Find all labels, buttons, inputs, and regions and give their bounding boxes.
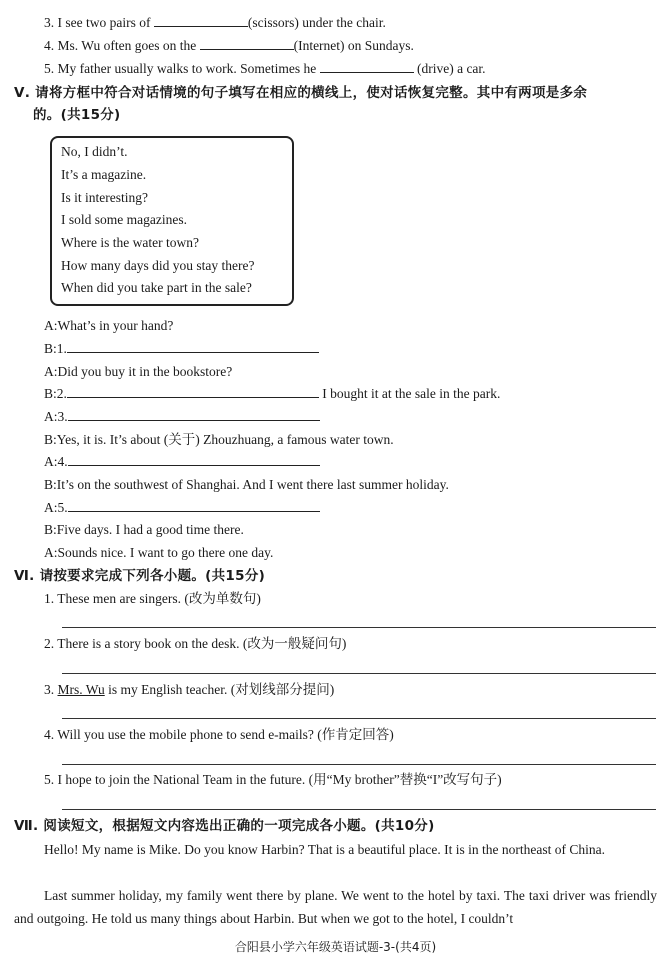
option-4: I sold some magazines. <box>61 212 187 227</box>
passage-paragraph-2: Last summer holiday, my family went there by plane. We went to the hotel by taxi. The taxi driver was friendly and outgoing. He told us many things about Harbin. But when we got to the hotel, I couldn’t <box>14 888 657 926</box>
answer-line-1[interactable] <box>62 627 656 628</box>
dialog-line: B:Five days. I had a good time there. <box>44 522 244 537</box>
q4-item-4: 4. Ms. Wu often goes on the (Internet) on Sundays. <box>44 38 414 53</box>
s6-item-5: 5. I hope to join the National Team in the future. (用“My brother”替换“I”改写句子) <box>44 772 502 787</box>
answer-blank[interactable] <box>154 14 248 27</box>
answer-blank-1[interactable] <box>67 340 319 353</box>
section-5-title-cont: 的。(共15分) <box>33 107 121 123</box>
dialog-line: A:5. <box>44 499 320 517</box>
answer-blank[interactable] <box>320 60 414 73</box>
dialog-line: B:Yes, it is. It’s about (关于) Zhouzhuang, a famous water town. <box>44 432 394 447</box>
section-5-title: Ⅴ. 请将方框中符合对话情境的句子填写在相应的横线上，使对话恢复完整。其中有两项是多余 <box>14 85 588 101</box>
s6-item-3: 3. Mrs. Wu is my English teacher. (对划线部分提问) <box>44 682 335 697</box>
answer-line-2[interactable] <box>62 673 656 674</box>
answer-blank-5[interactable] <box>68 499 320 512</box>
s6-item-4: 4. Will you use the mobile phone to send e-mails? (作肯定回答) <box>44 727 394 742</box>
dialog-line: A:Did you buy it in the bookstore? <box>44 364 233 379</box>
s6-item-1: 1. These men are singers. (改为单数句) <box>44 591 261 606</box>
dialog-line: A:What’s in your hand? <box>44 318 174 333</box>
option-1: No, I didn’t. <box>61 144 128 159</box>
q4-item-5: 5. My father usually walks to work. Sometimes he (drive) a car. <box>44 61 486 76</box>
answer-line-5[interactable] <box>62 809 656 810</box>
dialog-line: B:2. I bought it at the sale in the park. <box>44 386 501 401</box>
passage-paragraph-1: Hello! My name is Mike. Do you know Harbin? That is a beautiful place. It is in the northeast of China. <box>44 842 606 857</box>
answer-blank[interactable] <box>200 37 294 50</box>
option-6: How many days did you stay there? <box>61 258 255 273</box>
section-6-title: Ⅵ. 请按要求完成下列各小题。(共15分) <box>14 568 266 584</box>
dialog-line: B:1. <box>44 340 319 358</box>
page-footer: 合阳县小学六年级英语试题-3-(共4页) <box>234 940 437 954</box>
answer-blank-2[interactable] <box>67 385 319 398</box>
answer-blank-4[interactable] <box>68 453 320 466</box>
section-7-title: Ⅶ. 阅读短文，根据短文内容选出正确的一项完成各小题。(共10分) <box>14 818 435 834</box>
option-7: When did you take part in the sale? <box>61 280 252 295</box>
dialog-line: B:It’s on the southwest of Shanghai. And I went there last summer holiday. <box>44 477 449 492</box>
dialog-line: A:3. <box>44 408 320 426</box>
answer-line-4[interactable] <box>62 764 656 765</box>
option-3: Is it interesting? <box>61 190 148 205</box>
option-5: Where is the water town? <box>61 235 199 250</box>
answer-line-3[interactable] <box>62 718 656 719</box>
dialog-line: A:4. <box>44 453 320 471</box>
dialog-line: A:Sounds nice. I want to go there one day. <box>44 545 274 560</box>
q4-item-3: 3. I see two pairs of (scissors) under the chair. <box>44 15 386 30</box>
option-2: It’s a magazine. <box>61 167 147 182</box>
answer-blank-3[interactable] <box>68 408 320 421</box>
s6-item-2: 2. There is a story book on the desk. (改为一般疑问句) <box>44 636 347 651</box>
